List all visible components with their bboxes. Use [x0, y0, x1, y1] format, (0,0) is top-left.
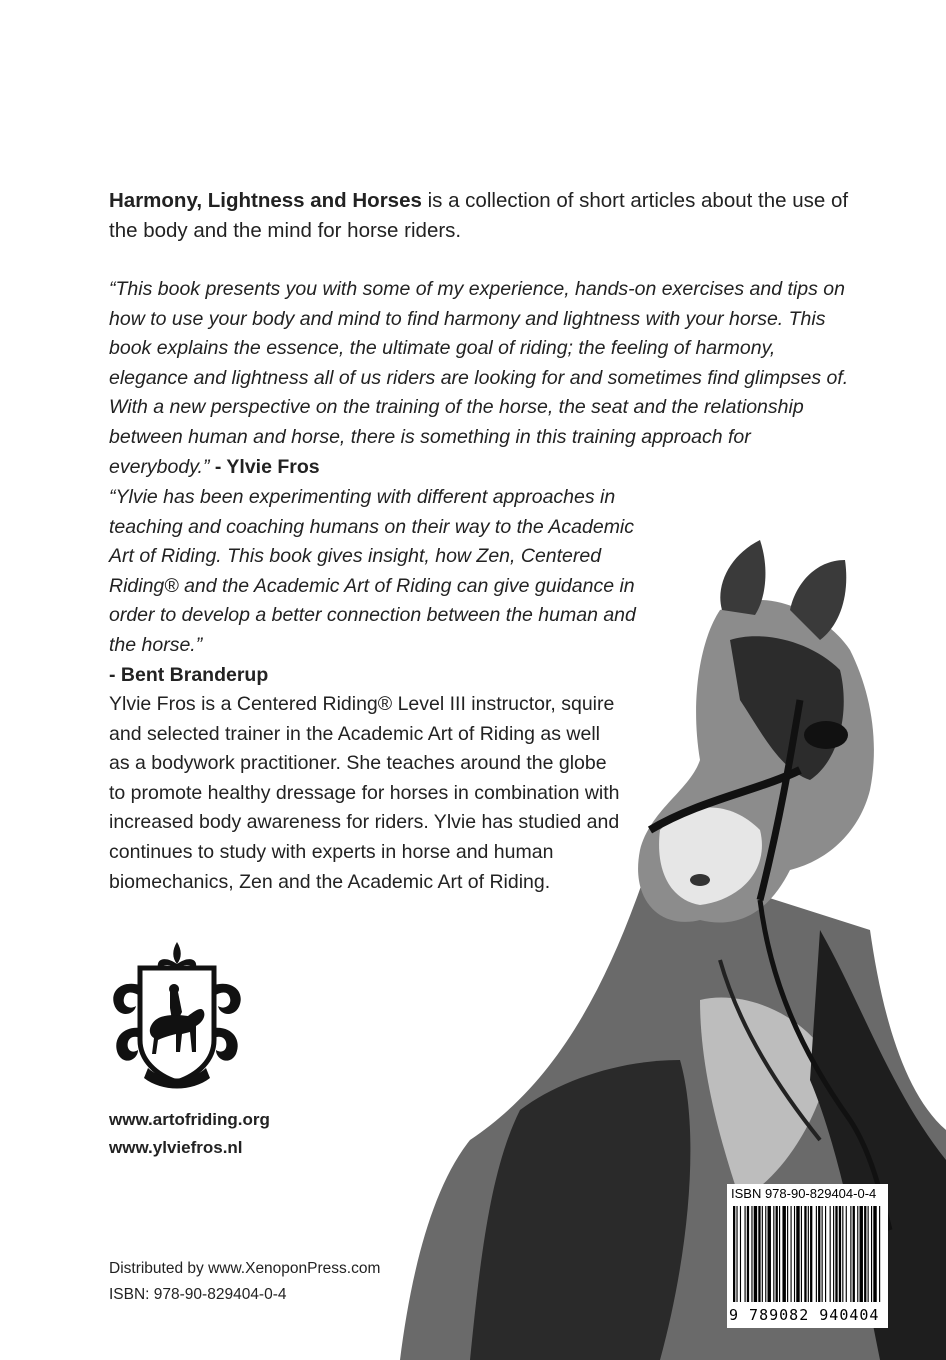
- barcode-bar: [850, 1206, 851, 1302]
- barcode-bar: [745, 1206, 746, 1302]
- barcode-bar: [782, 1206, 785, 1302]
- author-quote-text: “This book presents you with some of my experience, hands-on exercises and tips on how to use your body and mind to find harmony and lightness with your horse. This book explains the essence, the ultimate goal of riding; the feeling of harmony, elegance and lightness all of us riders are looking for and sometimes find glimpses of. With a new perspective on the training of the horse, the seat and the relationship between human and horse, there is something in this training approach for everybody.”: [109, 278, 849, 478]
- barcode-digits: 9 789082 940404: [729, 1306, 880, 1324]
- author-bio: Ylvie Fros is a Centered Riding® Level III instructor, squire and selected trainer in the Academic Art of Riding as well as a bodywork practitioner. She teaches around the globe to promote healthy dressage for horses in combination with increased body awareness for riders. Ylvie has studied and continues to study with experts in horse and human biomechanics, Zen and the Academic Art of Riding.: [109, 693, 620, 893]
- barcode-bar: [833, 1206, 834, 1302]
- barcode-bar: [839, 1206, 841, 1302]
- barcode-bar: [779, 1206, 780, 1302]
- isbn-barcode: [727, 1184, 888, 1328]
- website-links: [109, 1106, 270, 1162]
- barcode-bar: [868, 1206, 869, 1302]
- barcode-bar: [835, 1206, 837, 1302]
- barcode-bar: [860, 1206, 863, 1302]
- barcode-isbn-label: ISBN 978-90-829404-0-4: [731, 1186, 877, 1201]
- barcode-bar: [853, 1206, 855, 1302]
- barcode-bar: [816, 1206, 817, 1302]
- barcode-bar: [733, 1206, 735, 1302]
- endorser-attribution: - Bent Branderup: [109, 663, 269, 686]
- barcode-bar: [879, 1206, 880, 1302]
- barcode-bar: [864, 1206, 866, 1302]
- barcode-bar: [818, 1206, 820, 1302]
- barcode-bar: [825, 1206, 826, 1302]
- barcode-bar: [758, 1206, 760, 1302]
- barcode-bars: [729, 1206, 885, 1306]
- barcode-bar: [871, 1206, 872, 1302]
- endorser-quote: [109, 483, 639, 690]
- barcode-bar: [873, 1206, 876, 1302]
- isbn-text: ISBN: 978-90-829404-0-4: [109, 1286, 287, 1303]
- endorser-quote-text: “Ylvie has been experimenting with different approaches in teaching and coaching humans on their way to the Academic Art of Riding. This book gives insight, how Zen, Centered Riding® and the Academic Art of Riding can give guidance in order to develop a better connection between the human and the horse.”: [109, 486, 636, 656]
- barcode-bar: [804, 1206, 806, 1302]
- horse-eye: [804, 721, 848, 749]
- horse-left-ear: [720, 540, 765, 615]
- artofriding-link[interactable]: www.artofriding.org: [109, 1110, 270, 1129]
- intro-paragraph: [109, 186, 849, 246]
- barcode-bar: [747, 1206, 749, 1302]
- book-title: Harmony, Lightness and Horses: [109, 189, 422, 212]
- barcode-bar: [768, 1206, 771, 1302]
- horse-nostril: [690, 874, 710, 886]
- barcode-bar: [808, 1206, 809, 1302]
- barcode-bar: [822, 1206, 823, 1302]
- barcode-bar: [740, 1206, 741, 1302]
- academic-art-of-riding-crest-icon: [108, 940, 246, 1090]
- barcode-bar: [765, 1206, 766, 1302]
- barcode-bar: [846, 1206, 847, 1302]
- horse-neck-shade: [470, 1060, 690, 1360]
- barcode-bar: [810, 1206, 812, 1302]
- barcode-bar: [787, 1206, 788, 1302]
- barcode-bar: [776, 1206, 778, 1302]
- barcode-bar: [794, 1206, 795, 1302]
- barcode-bar: [773, 1206, 774, 1302]
- distributor-text: Distributed by www.XenoponPress.com: [109, 1260, 381, 1277]
- barcode-bar: [857, 1206, 858, 1302]
- author-attribution: - Ylvie Fros: [209, 455, 320, 478]
- barcode-bar: [801, 1206, 802, 1302]
- distribution-info: [109, 1256, 380, 1308]
- ylviefros-link[interactable]: www.ylviefros.nl: [109, 1138, 243, 1157]
- barcode-bar: [830, 1206, 831, 1302]
- barcode-bar: [791, 1206, 792, 1302]
- barcode-bar: [751, 1206, 752, 1302]
- barcode-bar: [796, 1206, 799, 1302]
- author-quote: [109, 275, 849, 482]
- barcode-bar: [736, 1206, 737, 1302]
- intro-text: is a collection of short articles about the use of the body and the mind for horse riders.: [109, 189, 849, 242]
- barcode-bar: [762, 1206, 763, 1302]
- barcode-bar: [754, 1206, 757, 1302]
- barcode-bar: [842, 1206, 843, 1302]
